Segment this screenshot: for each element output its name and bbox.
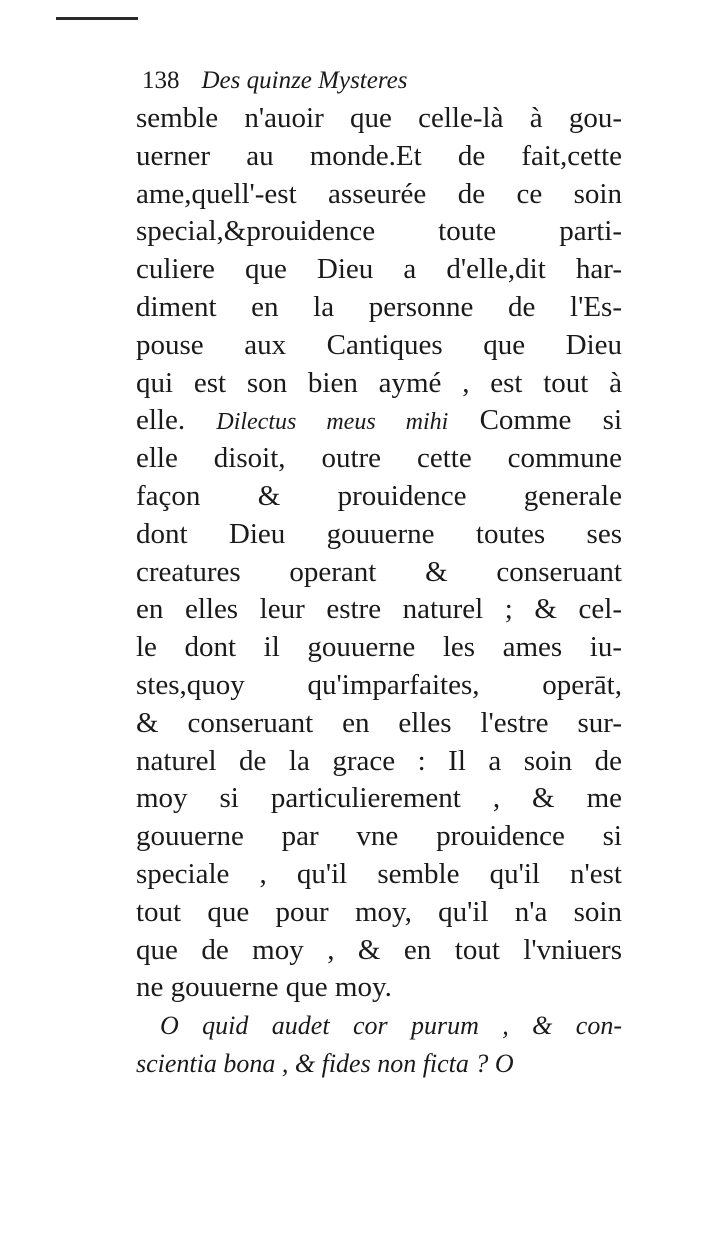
text-line: tout que pour moy, qu'il n'a soin [136,895,622,928]
text-line: uerner au monde.Et de fait,cette [136,139,622,172]
latin-line: O quid audet cor purum , & con- [160,1011,622,1041]
text-line: qui est son bien aymé , est tout à [136,366,622,399]
text-line: & conseruant en elles l'estre sur- [136,706,622,739]
text-line: que de moy , & en tout l'vniuers [136,933,622,966]
text-line: culiere que Dieu a d'elle,dit har- [136,253,622,286]
text-line: semble n'auoir que celle-là à gou- [136,102,622,134]
text-line: stes,quoy qu'imparfaites, operāt, [136,668,622,701]
text-line-with-quote [136,402,622,440]
text-line: ame,quell'-est asseurée de ce soin [136,177,622,210]
latin-quote: Dilectus meus mihi [216,409,449,436]
running-head [142,62,622,100]
text-line: gouuerne par vne prouidence si [136,820,622,853]
top-rule [56,17,138,20]
text-line: pouse aux Cantiques que Dieu [136,328,622,361]
text-line: special,&prouidence toute parti- [136,215,622,248]
text-line: creatures operant & conseruant [136,555,622,588]
text-line: speciale , qu'il semble qu'il n'est [136,857,622,890]
text-line: le dont il gouuerne les ames iu- [136,631,622,664]
page-number: 138 [142,67,180,94]
text-line: diment en la personne de l'Es- [136,290,622,323]
text-line: elle disoit, outre cette commune [136,442,622,475]
text-line: dont Dieu gouuerne toutes ses [136,517,622,550]
line-lead: elle. [136,404,186,437]
text-line: ne gouuerne que moy. [136,971,392,1004]
latin-line: scientia bona , & fides non ficta ? O [136,1048,514,1078]
line-tail: Comme si [479,404,622,437]
body-text [136,100,622,1083]
text-line: en elles leur estre naturel ; & cel- [136,593,622,626]
text-line: façon & prouidence generale [136,479,622,512]
text-line: moy si particulierement , & me [136,782,622,815]
running-title: Des quinze Mysteres [201,67,408,94]
text-line: naturel de la grace : Il a soin de [136,744,622,777]
